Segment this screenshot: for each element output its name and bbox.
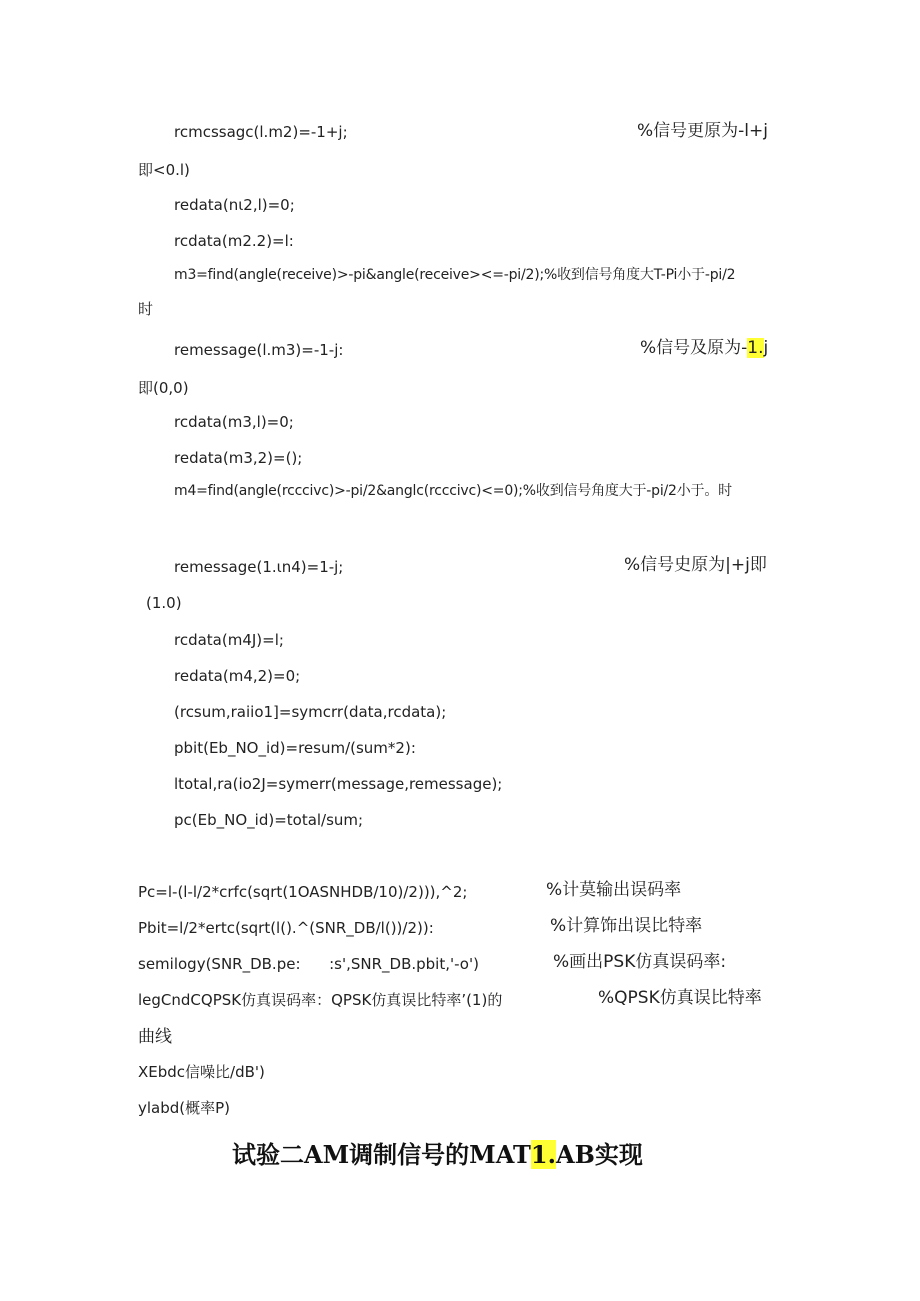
section-title-post: AB实现 (555, 1140, 643, 1169)
code-line-5: m3=find(angle(receive)>-pi&angle(receive><=-pi/2);%收到信号角度大T-Pi小于-pi/2 (174, 267, 736, 283)
code-line-13: (1.0) (146, 594, 182, 612)
comment-line-20: %计莫输出误码率 (546, 880, 682, 900)
code-line-11: m4=find(angle(rcccivc)>-pi/2&anglc(rcccivc)<=0);%收到信号角度大于-pi/2小于。时 (174, 483, 732, 499)
code-line-26: ylabd(概率P) (138, 1099, 231, 1117)
comment-line-23: %QPSK仿真误比特率 (598, 988, 762, 1008)
code-line-23: legCndCQPSK仿真误码率：QPSK仿真误比特率’(1)的 (138, 991, 503, 1009)
code-line-1: rcmcssagc(l.m2)=-1+j; (174, 123, 348, 141)
code-line-25: XEbdc信噪比/dB') (138, 1063, 265, 1081)
code-line-7: remessage(l.m3)=-1-j: (174, 341, 344, 359)
code-line-22: semilogy(SNR_DB.pe: :s',SNR_DB.pbit,'-o') (138, 955, 479, 973)
code-line-21: Pbit=l/2*ertc(sqrt(l().^(SNR_DB/l())/2)): (138, 919, 434, 937)
code-line-14: rcdata(m4J)=l; (174, 631, 284, 649)
code-line-6: 时 (138, 300, 154, 318)
section-title-highlight: 1. (530, 1140, 556, 1169)
code-line-10: redata(m3,2)=(); (174, 449, 303, 467)
code-line-4: rcdata(m2.2)=l: (174, 232, 294, 250)
comment-line-22: %画出PSK仿真误码率: (553, 952, 727, 972)
comment-line-12: %信号史原为|+j即 (624, 555, 767, 575)
comment-line-7-post: j (763, 338, 769, 358)
highlight-mark: 1. (747, 338, 764, 358)
comment-line-1: %信号更原为-l+j (637, 121, 768, 141)
code-line-8: 即(0,0) (138, 379, 189, 397)
code-line-12: remessage(1.ιn4)=1-j; (174, 558, 344, 576)
comment-line-21: %计算饰出误比特率 (550, 916, 703, 936)
code-line-18: ltotal,ra(io2J=symerr(message,remessage); (174, 775, 503, 793)
code-line-2: 即<0.l) (138, 161, 190, 179)
code-line-3: redata(nι2,l)=0; (174, 196, 295, 214)
code-line-24: 曲线 (138, 1027, 172, 1047)
section-title-pre: 试验二AM调制信号的MAT (232, 1140, 531, 1169)
comment-line-7 (640, 337, 768, 359)
code-line-17: pbit(Eb_NO_id)=resum/(sum*2): (174, 739, 416, 757)
code-line-20: Pc=l-(l-l/2*crfc(sqrt(1OASNHDB/10)/2))),^2; (138, 883, 468, 901)
code-line-15: redata(m4,2)=0; (174, 667, 301, 685)
comment-line-7-pre: %信号及原为- (640, 338, 748, 358)
section-title (232, 1140, 643, 1170)
code-line-9: rcdata(m3,l)=0; (174, 413, 294, 431)
code-line-16: (rcsum,raiio1]=symcrr(data,rcdata); (174, 703, 447, 721)
code-line-19: pc(Eb_NO_id)=total/sum; (174, 811, 364, 829)
